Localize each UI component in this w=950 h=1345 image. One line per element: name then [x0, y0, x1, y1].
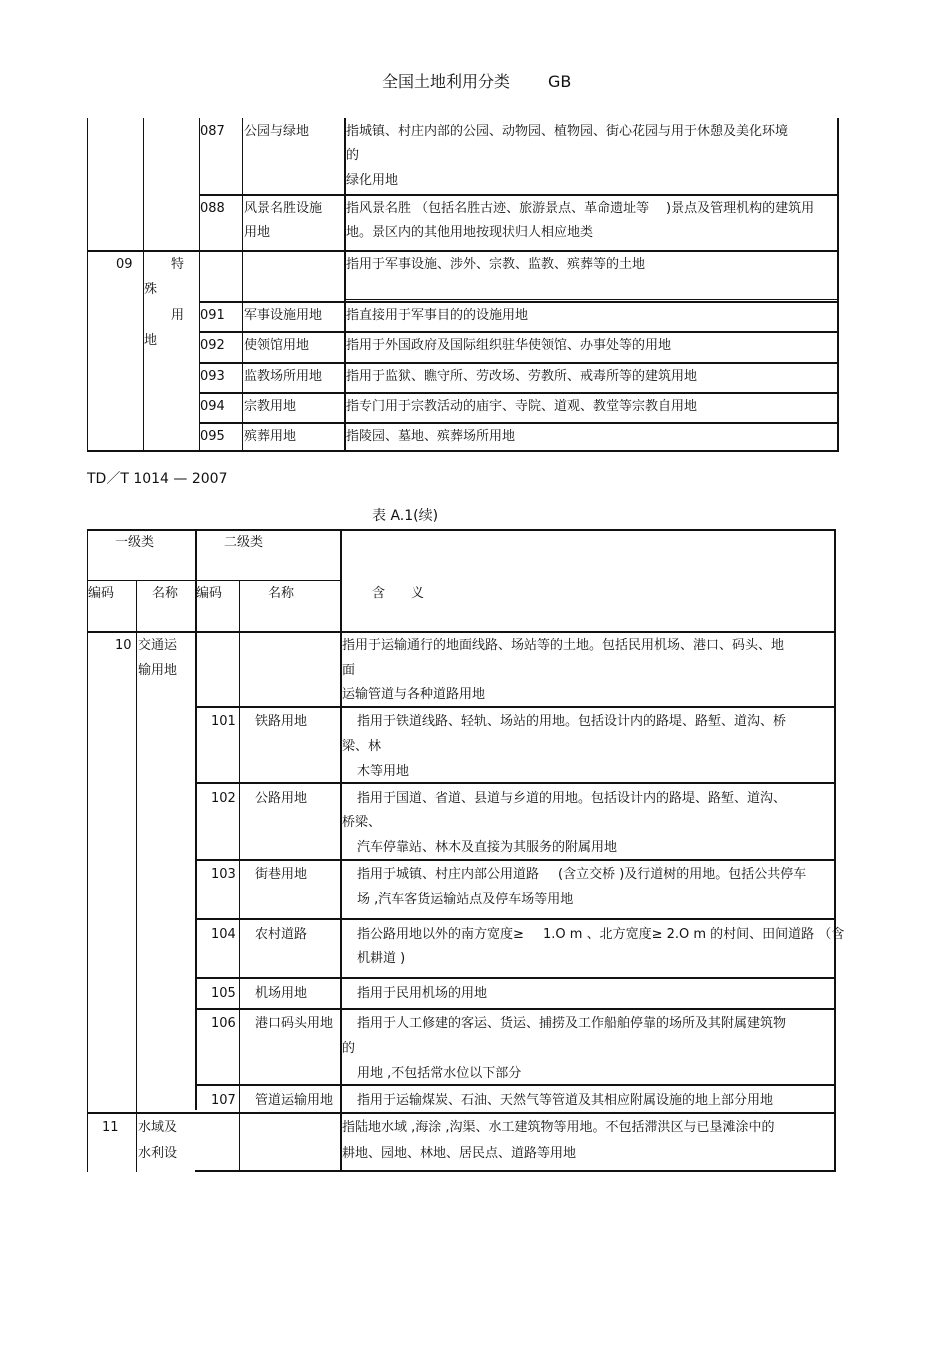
table-cell-name: 监教场所用地 — [244, 369, 323, 384]
table-cell-desc: 指风景名胜 （包括名胜古迹、旅游景点、革命遗址等 — [346, 201, 650, 216]
table-cell-desc: 绿化用地 — [346, 173, 399, 188]
table-cell-name: 使领馆用地 — [244, 338, 310, 353]
table-cell-name: 公园与绿地 — [244, 124, 310, 139]
table-cell-name: 公路用地 — [255, 791, 308, 806]
table-cell-code: 087 — [200, 124, 225, 139]
table-cell-code: 103 — [211, 867, 236, 882]
table-cell-code: 105 — [211, 986, 236, 1001]
table-cell-desc: 指直接用于军事目的的设施用地 — [346, 308, 529, 323]
table-cell-name: 殡葬用地 — [244, 429, 297, 444]
table-cell-desc: 用地 ,不包括常水位以下部分 — [357, 1066, 522, 1081]
table-cell-code: 095 — [200, 429, 225, 444]
table-cell-desc: 指城镇、村庄内部的公园、动物园、植物园、街心花园与用于休憩及美化环境 — [346, 124, 789, 139]
table-cell-desc: 木等用地 — [357, 764, 410, 779]
standard-code: TD／T 1014 — 2007 — [87, 471, 228, 487]
table-cell-l1code: 10 — [115, 638, 132, 653]
header-level2: 二级类 — [224, 535, 264, 550]
table-cell-name: 街巷用地 — [255, 867, 308, 882]
table-cell-code: 093 — [200, 369, 225, 384]
header-name: 名称 — [152, 586, 179, 601]
table-cell-code: 101 — [211, 714, 236, 729]
table-cell-code: 104 — [211, 927, 236, 942]
table-cell-desc: 指用于运输通行的地面线路、场站等的土地。包括民用机场、港口、码头、地 — [342, 638, 785, 653]
table-cell-desc: 指陵园、墓地、殡葬场所用地 — [346, 429, 516, 444]
table-cell-desc: 指用于国道、省道、县道与乡道的用地。包括设计内的路堤、路堑、道沟、 — [357, 791, 787, 806]
table-cell-desc: 的 — [342, 1041, 356, 1056]
table-cell-desc: 指陆地水域 ,海涂 ,沟渠、水工建筑物等用地。不包括滞洪区与已垦滩涂中的 — [342, 1120, 775, 1135]
table-cell-name: 农村道路 — [255, 927, 308, 942]
table-cell-name: 用地 — [244, 225, 271, 240]
table-cell-desc: 机耕道 ) — [357, 951, 406, 966]
header-name: 名称 — [268, 586, 295, 601]
table-cell-desc: 汽车停靠站、林木及直接为其服务的附属用地 — [357, 840, 618, 855]
table-caption: 表 A.1(续) — [372, 508, 439, 524]
table-cell-name: 风景名胜设施 — [244, 201, 323, 216]
table-cell-l1name: 地 — [144, 333, 158, 348]
header-code: 编码 — [196, 586, 223, 601]
table-cell-desc: 面 — [342, 663, 356, 678]
table-cell-desc: 指用于军事设施、涉外、宗教、监教、殡葬等的土地 — [346, 257, 646, 272]
table-cell-desc: 指用于监狱、瞧守所、劳改场、劳教所、戒毒所等的建筑用地 — [346, 369, 698, 384]
table-cell-desc: 地。景区内的其他用地按现状归人相应地类 — [346, 225, 594, 240]
table-cell-l1name: 殊 — [144, 282, 158, 297]
table-cell-l1name: 水域及 — [138, 1120, 178, 1135]
page-title-suffix: GB — [548, 72, 572, 91]
table-cell-desc: )景点及管理机构的建筑用 — [666, 201, 815, 216]
table-cell-desc: 1.O m 、北方宽度≥ 2.O m 的村间、田间道路 （含 — [543, 927, 845, 942]
table-cell-desc: 指用于人工修建的客运、货运、捕捞及工作船舶停靠的场所及其附属建筑物 — [357, 1016, 787, 1031]
table-cell-desc: 场 ,汽车客货运输站点及停车场等用地 — [357, 892, 574, 907]
table-cell-code: 107 — [211, 1093, 236, 1108]
table-cell-desc: 指专门用于宗教活动的庙宇、寺院、道观、教堂等宗教自用地 — [346, 399, 698, 414]
header-level1: 一级类 — [115, 535, 155, 550]
table-cell-name: 机场用地 — [255, 986, 308, 1001]
table-cell-desc: 指公路用地以外的南方宽度≥ — [357, 927, 524, 942]
table-cell-l1code: 09 — [116, 257, 133, 272]
table-cell-code: 088 — [200, 201, 225, 216]
table-cell-l1code: 11 — [102, 1120, 119, 1135]
table-cell-code: 092 — [200, 338, 225, 353]
table-cell-desc: 指用于运输煤炭、石油、天然气等管道及其相应附属设施的地上部分用地 — [357, 1093, 774, 1108]
table-cell-code: 094 — [200, 399, 225, 414]
table-cell-desc: 耕地、园地、林地、居民点、道路等用地 — [342, 1146, 577, 1161]
table-cell-desc: 指用于民用机场的用地 — [357, 986, 488, 1001]
table-cell-code: 102 — [211, 791, 236, 806]
table-cell-name: 港口码头用地 — [255, 1016, 334, 1031]
table-cell-desc: 运输管道与各种道路用地 — [342, 687, 486, 702]
table-cell-name: 管道运输用地 — [255, 1093, 334, 1108]
table-cell-code: 091 — [200, 308, 225, 323]
table-cell-desc: (含立交桥 )及行道树的用地。包括公共停车 — [558, 867, 807, 882]
table-cell-name: 宗教用地 — [244, 399, 297, 414]
table-cell-code: 106 — [211, 1016, 236, 1031]
table-cell-desc: 指用于城镇、村庄内部公用道路 — [357, 867, 540, 882]
table-cell-name: 铁路用地 — [255, 714, 308, 729]
table-cell-l1name: 用 — [171, 308, 185, 323]
table-cell-l1name: 输用地 — [138, 663, 178, 678]
table-cell-desc: 指用于外国政府及国际组织驻华使领馆、办事处等的用地 — [346, 338, 672, 353]
page-title: 全国土地利用分类 — [382, 72, 511, 91]
header-code: 编码 — [88, 586, 115, 601]
table-cell-desc: 指用于铁道线路、轻轨、场站的用地。包括设计内的路堤、路堑、道沟、桥 — [357, 714, 787, 729]
table-cell-desc: 的 — [346, 148, 360, 163]
table-cell-l1name: 水利设 — [138, 1146, 178, 1161]
table-cell-l1name: 特 — [171, 257, 185, 272]
header-meaning: 含 义 — [372, 586, 425, 601]
table-cell-name: 军事设施用地 — [244, 308, 323, 323]
table-cell-l1name: 交通运 — [138, 638, 178, 653]
table-cell-desc: 桥梁、 — [342, 815, 382, 830]
table-cell-desc: 梁、林 — [342, 739, 382, 754]
